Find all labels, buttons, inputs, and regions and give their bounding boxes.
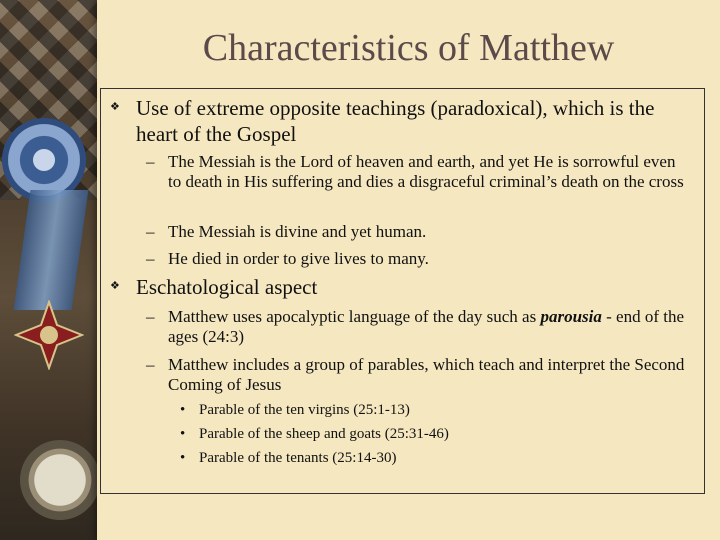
dash-bullet-icon: – <box>146 307 155 326</box>
sub-point-1-3 <box>146 249 429 269</box>
parable-item-2 <box>180 425 449 444</box>
sub-point-1-1-text: The Messiah is the Lord of heaven and earth, and yet He is sorrowful even to death in His suffering and dies a disgraceful criminal’s death on the cross <box>168 152 684 191</box>
sub-point-1-3-text: He died in order to give lives to many. <box>168 249 429 268</box>
sub-point-1-2 <box>146 222 426 242</box>
sub-point-2-2 <box>146 355 686 395</box>
sub-point-2-1 <box>146 307 686 347</box>
sub-point-2-2-text: Matthew includes a group of parables, which teach and interpret the Second Coming of Jesus <box>168 355 685 394</box>
parable-item-3 <box>180 449 396 468</box>
dot-bullet-icon: • <box>180 450 186 466</box>
medal-cross-icon <box>14 300 84 370</box>
parable-item-2-text: Parable of the sheep and goats (25:31-46) <box>199 426 449 442</box>
bullet-point-2-text: Eschatological aspect <box>136 275 318 299</box>
dot-bullet-icon: • <box>180 426 186 442</box>
bullet-point-1-text: Use of extreme opposite teachings (paradoxical), which is the heart of the Gospel <box>136 96 655 146</box>
sub-point-2-1-before: Matthew uses apocalyptic language of the day such as <box>168 307 541 326</box>
dash-bullet-icon: – <box>146 355 155 374</box>
diamond-bullet-icon: ❖ <box>110 280 120 292</box>
compass-icon <box>20 440 97 520</box>
dash-bullet-icon: – <box>146 249 155 268</box>
sub-point-2-1-text <box>168 307 693 347</box>
bullet-point-1 <box>110 95 696 147</box>
bullet-point-2 <box>110 274 696 300</box>
parable-item-3-text: Parable of the tenants (25:14-30) <box>199 450 397 466</box>
parable-item-1 <box>180 401 410 420</box>
sub-point-1-2-text: The Messiah is divine and yet human. <box>168 222 427 241</box>
medal-ribbon-icon <box>14 190 89 310</box>
dash-bullet-icon: – <box>146 222 155 241</box>
dash-bullet-icon: – <box>146 152 155 171</box>
parousia-term: parousia <box>540 307 602 326</box>
slide-title: Characteristics of Matthew <box>202 27 615 69</box>
sub-point-1-1 <box>146 152 686 192</box>
dot-bullet-icon: • <box>180 402 186 418</box>
diamond-bullet-icon: ❖ <box>110 101 120 113</box>
parable-item-1-text: Parable of the ten virgins (25:1-13) <box>199 402 410 418</box>
decorative-side-image <box>0 0 97 540</box>
sub-point-2-1-after: - end of the ages (24:3) <box>168 307 685 346</box>
